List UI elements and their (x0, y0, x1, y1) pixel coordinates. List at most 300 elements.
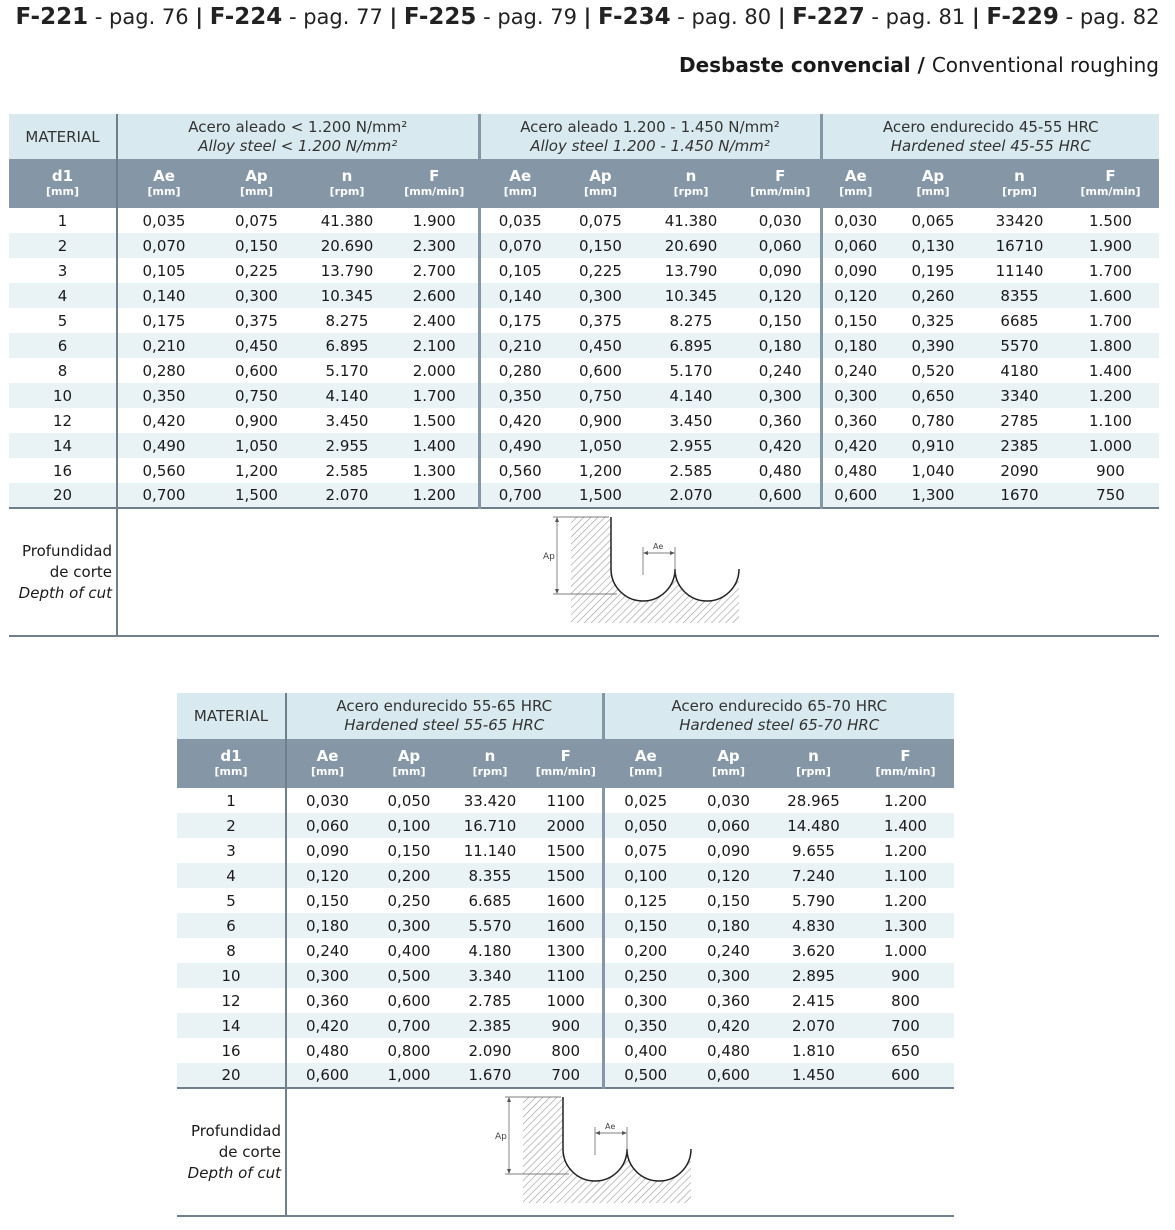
table-row (177, 1063, 954, 1088)
value-cell: 4.140 (641, 383, 741, 408)
cutting-data-table-1 (9, 114, 1159, 637)
value-cell: 0,120 (741, 283, 821, 308)
value-cell: 0,090 (286, 838, 368, 863)
table-row (177, 963, 954, 988)
value-cell: 0,300 (603, 988, 687, 1013)
value-cell: 10.345 (303, 283, 391, 308)
value-cell: 1.300 (857, 913, 954, 938)
value-cell: 0,060 (821, 233, 889, 258)
group-name-en: Alloy steel 1.200 - 1.450 N/mm² (530, 136, 770, 155)
value-cell: 0,065 (889, 208, 977, 233)
ref-code: F-227 (792, 4, 865, 30)
value-cell: 0,480 (687, 1038, 770, 1063)
value-cell: 33.420 (450, 788, 530, 813)
d1-cell: 3 (177, 838, 286, 863)
value-cell: 0,480 (741, 458, 821, 483)
value-cell: 0,210 (479, 333, 560, 358)
col-header-n: n [rpm] (303, 159, 391, 208)
d1-cell: 1 (177, 788, 286, 813)
value-cell: 1.200 (857, 788, 954, 813)
value-cell: 0,030 (687, 788, 770, 813)
value-cell: 5.570 (450, 913, 530, 938)
ref-code: F-224 (209, 4, 283, 30)
value-cell: 13.790 (303, 258, 391, 283)
section-title-es: Desbaste convencial (678, 53, 911, 77)
value-cell: 0,600 (821, 483, 889, 508)
value-cell: 5.790 (770, 888, 857, 913)
value-cell: 0,600 (368, 988, 450, 1013)
value-cell: 2.090 (450, 1038, 530, 1063)
value-cell: 0,350 (479, 383, 560, 408)
col-header-n: n [rpm] (641, 159, 741, 208)
value-cell: 0,420 (117, 408, 210, 433)
value-cell: 0,030 (821, 208, 889, 233)
diagram-ap-label: Ap (494, 1132, 507, 1142)
value-cell: 0,700 (368, 1013, 450, 1038)
value-cell: 1.400 (391, 433, 479, 458)
table-row (9, 433, 1159, 458)
value-cell: 0,400 (603, 1038, 687, 1063)
d1-cell: 1 (9, 208, 117, 233)
value-cell: 1.400 (857, 813, 954, 838)
value-cell: 0,200 (368, 863, 450, 888)
value-cell: 2.300 (391, 233, 479, 258)
value-cell: 0,140 (479, 283, 560, 308)
value-cell: 0,050 (603, 813, 687, 838)
value-cell: 900 (857, 963, 954, 988)
table-2-body (177, 788, 954, 1088)
value-cell: 0,360 (821, 408, 889, 433)
value-cell: 8355 (977, 283, 1062, 308)
value-cell: 0,600 (286, 1063, 368, 1088)
value-cell: 0,300 (368, 913, 450, 938)
value-cell: 0,390 (889, 333, 977, 358)
d1-cell: 5 (177, 888, 286, 913)
value-cell: 5.170 (303, 358, 391, 383)
table-row (177, 988, 954, 1013)
material-group-header (286, 693, 603, 739)
ref-page: pag. 76 (109, 5, 189, 29)
value-cell: 1100 (530, 963, 603, 988)
value-cell: 800 (857, 988, 954, 1013)
value-cell: 0,260 (889, 283, 977, 308)
value-cell: 0,240 (821, 358, 889, 383)
d1-cell: 14 (9, 433, 117, 458)
value-cell: 0,090 (821, 258, 889, 283)
table-row (177, 1038, 954, 1063)
material-label: MATERIAL (177, 693, 286, 739)
value-cell: 0,300 (286, 963, 368, 988)
value-cell: 0,120 (687, 863, 770, 888)
value-cell: 0,060 (741, 233, 821, 258)
d1-cell: 16 (177, 1038, 286, 1063)
value-cell: 0,070 (117, 233, 210, 258)
value-cell: 900 (1062, 458, 1159, 483)
value-cell: 2.070 (641, 483, 741, 508)
value-cell: 1.700 (1062, 258, 1159, 283)
value-cell: 600 (857, 1063, 954, 1088)
ref-page: pag. 81 (885, 5, 966, 29)
group-name-en: Hardened steel 65-70 HRC (679, 716, 880, 734)
table-row (9, 208, 1159, 233)
value-cell: 1,000 (368, 1063, 450, 1088)
value-cell: 2.415 (770, 988, 857, 1013)
table-row (9, 458, 1159, 483)
col-header-ae: Ae [mm] (117, 159, 210, 208)
col-header-f: F [mm/min] (857, 739, 954, 788)
value-cell: 0,105 (479, 258, 560, 283)
value-cell: 0,150 (741, 308, 821, 333)
value-cell: 2.600 (391, 283, 479, 308)
diagram-ae-label: Ae (604, 1122, 615, 1131)
value-cell: 2.955 (641, 433, 741, 458)
value-cell: 14.480 (770, 813, 857, 838)
value-cell: 1000 (530, 988, 603, 1013)
value-cell: 0,070 (479, 233, 560, 258)
table-row (9, 233, 1159, 258)
group-name-es: Acero endurecido 65-70 HRC (671, 697, 888, 715)
value-cell: 3.340 (450, 963, 530, 988)
value-cell: 1.100 (1062, 408, 1159, 433)
col-header-ap: Ap [mm] (368, 739, 450, 788)
value-cell: 0,180 (821, 333, 889, 358)
value-cell: 2090 (977, 458, 1062, 483)
d1-cell: 12 (177, 988, 286, 1013)
material-group-header (603, 693, 954, 739)
value-cell: 3.620 (770, 938, 857, 963)
value-cell: 0,140 (117, 283, 210, 308)
table-row (177, 788, 954, 813)
value-cell: 700 (857, 1013, 954, 1038)
value-cell: 0,700 (117, 483, 210, 508)
ref-code: F-234 (598, 4, 671, 30)
group-name-es: Acero aleado 1.200 - 1.450 N/mm² (520, 117, 780, 136)
value-cell: 1600 (530, 888, 603, 913)
d1-header: d1 [mm] (9, 159, 117, 208)
value-cell: 0,150 (687, 888, 770, 913)
value-cell: 0,150 (368, 838, 450, 863)
value-cell: 1.200 (1062, 383, 1159, 408)
value-cell: 0,600 (687, 1063, 770, 1088)
col-header-ae: Ae [mm] (821, 159, 889, 208)
col-header-ap: Ap [mm] (687, 739, 770, 788)
d1-cell: 4 (9, 283, 117, 308)
value-cell: 28.965 (770, 788, 857, 813)
value-cell: 1,500 (210, 483, 303, 508)
col-header-n: n [rpm] (770, 739, 857, 788)
value-cell: 0,490 (117, 433, 210, 458)
d1-cell: 8 (177, 938, 286, 963)
ref-code: F-225 (403, 4, 477, 30)
group-name-es: Acero endurecido 45-55 HRC (882, 117, 1099, 136)
col-header-ap: Ap [mm] (560, 159, 641, 208)
value-cell: 0,900 (210, 408, 303, 433)
value-cell: 2000 (530, 813, 603, 838)
value-cell: 10.345 (641, 283, 741, 308)
value-cell: 0,360 (286, 988, 368, 1013)
value-cell: 0,240 (286, 938, 368, 963)
value-cell: 1.600 (1062, 283, 1159, 308)
value-cell: 0,520 (889, 358, 977, 383)
value-cell: 0,360 (741, 408, 821, 433)
group-name-en: Hardened steel 55-65 HRC (344, 716, 545, 734)
value-cell: 0,700 (479, 483, 560, 508)
value-cell: 0,280 (117, 358, 210, 383)
d1-header: d1 [mm] (177, 739, 286, 788)
col-header-f: F [mm/min] (391, 159, 479, 208)
depth-of-cut-diagram (529, 515, 749, 625)
value-cell: 2385 (977, 433, 1062, 458)
depth-of-cut-diagram (481, 1095, 701, 1205)
value-cell: 800 (530, 1038, 603, 1063)
value-cell: 0,450 (210, 333, 303, 358)
col-header-ap: Ap [mm] (889, 159, 977, 208)
value-cell: 1.000 (857, 938, 954, 963)
group-name-en: Hardened steel 45-55 HRC (890, 136, 1091, 155)
col-header-f: F [mm/min] (741, 159, 821, 208)
table-row (9, 483, 1159, 508)
d1-cell: 2 (9, 233, 117, 258)
value-cell: 41.380 (641, 208, 741, 233)
value-cell: 1,300 (889, 483, 977, 508)
value-cell: 0,600 (741, 483, 821, 508)
value-cell: 0,300 (560, 283, 641, 308)
value-cell: 0,090 (741, 258, 821, 283)
value-cell: 0,180 (687, 913, 770, 938)
material-group-header (821, 114, 1159, 159)
value-cell: 0,400 (368, 938, 450, 963)
value-cell: 1.000 (1062, 433, 1159, 458)
value-cell: 900 (530, 1013, 603, 1038)
ref-page: pag. 77 (303, 5, 383, 29)
value-cell: 0,450 (560, 333, 641, 358)
value-cell: 1100 (530, 788, 603, 813)
value-cell: 1.450 (770, 1063, 857, 1088)
value-cell: 3.450 (641, 408, 741, 433)
value-cell: 0,200 (603, 938, 687, 963)
value-cell: 33420 (977, 208, 1062, 233)
value-cell: 1,050 (560, 433, 641, 458)
value-cell: 2.100 (391, 333, 479, 358)
value-cell: 750 (1062, 483, 1159, 508)
d1-cell: 6 (177, 913, 286, 938)
value-cell: 0,150 (560, 233, 641, 258)
value-cell: 1.700 (391, 383, 479, 408)
material-label: MATERIAL (9, 114, 117, 159)
value-cell: 0,180 (741, 333, 821, 358)
value-cell: 0,480 (286, 1038, 368, 1063)
value-cell: 2.385 (450, 1013, 530, 1038)
section-title (679, 53, 1159, 77)
value-cell: 0,250 (603, 963, 687, 988)
value-cell: 1600 (530, 913, 603, 938)
value-cell: 0,030 (286, 788, 368, 813)
value-cell: 0,780 (889, 408, 977, 433)
table-row (177, 938, 954, 963)
value-cell: 1.900 (391, 208, 479, 233)
value-cell: 5.170 (641, 358, 741, 383)
value-cell: 8.275 (641, 308, 741, 333)
value-cell: 1500 (530, 838, 603, 863)
value-cell: 0,225 (210, 258, 303, 283)
section-separator: / (910, 53, 932, 77)
col-header-f: F [mm/min] (1062, 159, 1159, 208)
ref-page: pag. 79 (497, 5, 577, 29)
ref-page: pag. 82 (1079, 5, 1160, 29)
value-cell: 0,420 (741, 433, 821, 458)
value-cell: 0,120 (286, 863, 368, 888)
table-1-body (9, 208, 1159, 508)
value-cell: 0,150 (603, 913, 687, 938)
value-cell: 0,910 (889, 433, 977, 458)
d1-cell: 6 (9, 333, 117, 358)
value-cell: 0,025 (603, 788, 687, 813)
value-cell: 0,750 (560, 383, 641, 408)
value-cell: 0,240 (741, 358, 821, 383)
table-row (9, 383, 1159, 408)
value-cell: 0,150 (210, 233, 303, 258)
value-cell: 0,225 (560, 258, 641, 283)
value-cell: 0,420 (821, 433, 889, 458)
value-cell: 0,350 (603, 1013, 687, 1038)
d1-cell: 10 (177, 963, 286, 988)
value-cell: 6685 (977, 308, 1062, 333)
value-cell: 1,040 (889, 458, 977, 483)
value-cell: 1,200 (210, 458, 303, 483)
value-cell: 4.830 (770, 913, 857, 938)
d1-cell: 20 (9, 483, 117, 508)
value-cell: 0,325 (889, 308, 977, 333)
value-cell: 2.785 (450, 988, 530, 1013)
value-cell: 13.790 (641, 258, 741, 283)
value-cell: 2.000 (391, 358, 479, 383)
value-cell: 0,280 (479, 358, 560, 383)
value-cell: 0,750 (210, 383, 303, 408)
table-row (177, 863, 954, 888)
value-cell: 1.800 (1062, 333, 1159, 358)
table-row (177, 1013, 954, 1038)
value-cell: 1.100 (857, 863, 954, 888)
value-cell: 20.690 (303, 233, 391, 258)
value-cell: 0,075 (560, 208, 641, 233)
value-cell: 0,480 (821, 458, 889, 483)
references-header: F-221 - pag. 76 | F-224 - pag. 77 | F-225 - pag. 79 | F-234 - pag. 80 | F-227 - pag. 81 | F-229 - pag. 82 (15, 4, 1160, 30)
value-cell: 0,420 (479, 408, 560, 433)
value-cell: 1.670 (450, 1063, 530, 1088)
value-cell: 3340 (977, 383, 1062, 408)
diagram-ae-label: Ae (652, 542, 663, 551)
table-row (177, 913, 954, 938)
table-row (177, 813, 954, 838)
value-cell: 0,125 (603, 888, 687, 913)
value-cell: 0,050 (368, 788, 450, 813)
value-cell: 7.240 (770, 863, 857, 888)
value-cell: 0,105 (117, 258, 210, 283)
material-group-header (479, 114, 821, 159)
depth-of-cut-label: Profundidad de corte Depth of cut (177, 1088, 286, 1216)
value-cell: 1,500 (560, 483, 641, 508)
col-header-ae: Ae [mm] (603, 739, 687, 788)
value-cell: 650 (857, 1038, 954, 1063)
value-cell: 0,420 (286, 1013, 368, 1038)
value-cell: 2.895 (770, 963, 857, 988)
value-cell: 0,600 (560, 358, 641, 383)
diagram-ap-label: Ap (542, 552, 555, 562)
section-title-en: Conventional roughing (931, 53, 1159, 77)
value-cell: 0,035 (117, 208, 210, 233)
value-cell: 2.955 (303, 433, 391, 458)
value-cell: 0,560 (479, 458, 560, 483)
col-header-n: n [rpm] (977, 159, 1062, 208)
cutting-data-table-2 (177, 693, 954, 1217)
d1-cell: 5 (9, 308, 117, 333)
value-cell: 4.180 (450, 938, 530, 963)
value-cell: 1.400 (1062, 358, 1159, 383)
value-cell: 1500 (530, 863, 603, 888)
value-cell: 0,240 (687, 938, 770, 963)
value-cell: 0,300 (741, 383, 821, 408)
col-header-ae: Ae [mm] (479, 159, 560, 208)
ref-page: pag. 80 (691, 5, 772, 29)
d1-cell: 4 (177, 863, 286, 888)
value-cell: 1.500 (1062, 208, 1159, 233)
group-name-es: Acero endurecido 55-65 HRC (336, 697, 553, 715)
value-cell: 0,100 (368, 813, 450, 838)
depth-of-cut-diagram-cell (117, 508, 1159, 636)
value-cell: 2.585 (303, 458, 391, 483)
value-cell: 1.700 (1062, 308, 1159, 333)
value-cell: 1.200 (857, 888, 954, 913)
value-cell: 0,650 (889, 383, 977, 408)
value-cell: 6.895 (303, 333, 391, 358)
group-name-es: Acero aleado < 1.200 N/mm² (188, 117, 408, 136)
value-cell: 1.200 (857, 838, 954, 863)
ref-code: F-229 (986, 4, 1059, 30)
table-row (9, 358, 1159, 383)
value-cell: 1300 (530, 938, 603, 963)
value-cell: 1,050 (210, 433, 303, 458)
value-cell: 0,210 (117, 333, 210, 358)
value-cell: 2.070 (770, 1013, 857, 1038)
value-cell: 1.810 (770, 1038, 857, 1063)
value-cell: 4180 (977, 358, 1062, 383)
value-cell: 0,150 (286, 888, 368, 913)
value-cell: 11.140 (450, 838, 530, 863)
value-cell: 0,035 (479, 208, 560, 233)
table-row (9, 308, 1159, 333)
value-cell: 0,075 (210, 208, 303, 233)
table-row (9, 408, 1159, 433)
value-cell: 0,375 (560, 308, 641, 333)
table-row (9, 283, 1159, 308)
col-header-n: n [rpm] (450, 739, 530, 788)
value-cell: 2.585 (641, 458, 741, 483)
d1-cell: 16 (9, 458, 117, 483)
ref-code: F-221 (15, 4, 89, 30)
value-cell: 4.140 (303, 383, 391, 408)
depth-of-cut-label: Profundidad de corte Depth of cut (9, 508, 117, 636)
value-cell: 1,200 (560, 458, 641, 483)
value-cell: 0,180 (286, 913, 368, 938)
value-cell: 8.355 (450, 863, 530, 888)
value-cell: 2.070 (303, 483, 391, 508)
group-name-en: Alloy steel < 1.200 N/mm² (198, 136, 398, 155)
value-cell: 1.900 (1062, 233, 1159, 258)
value-cell: 6.895 (641, 333, 741, 358)
table-row (177, 838, 954, 863)
value-cell: 0,800 (368, 1038, 450, 1063)
table-row (177, 888, 954, 913)
